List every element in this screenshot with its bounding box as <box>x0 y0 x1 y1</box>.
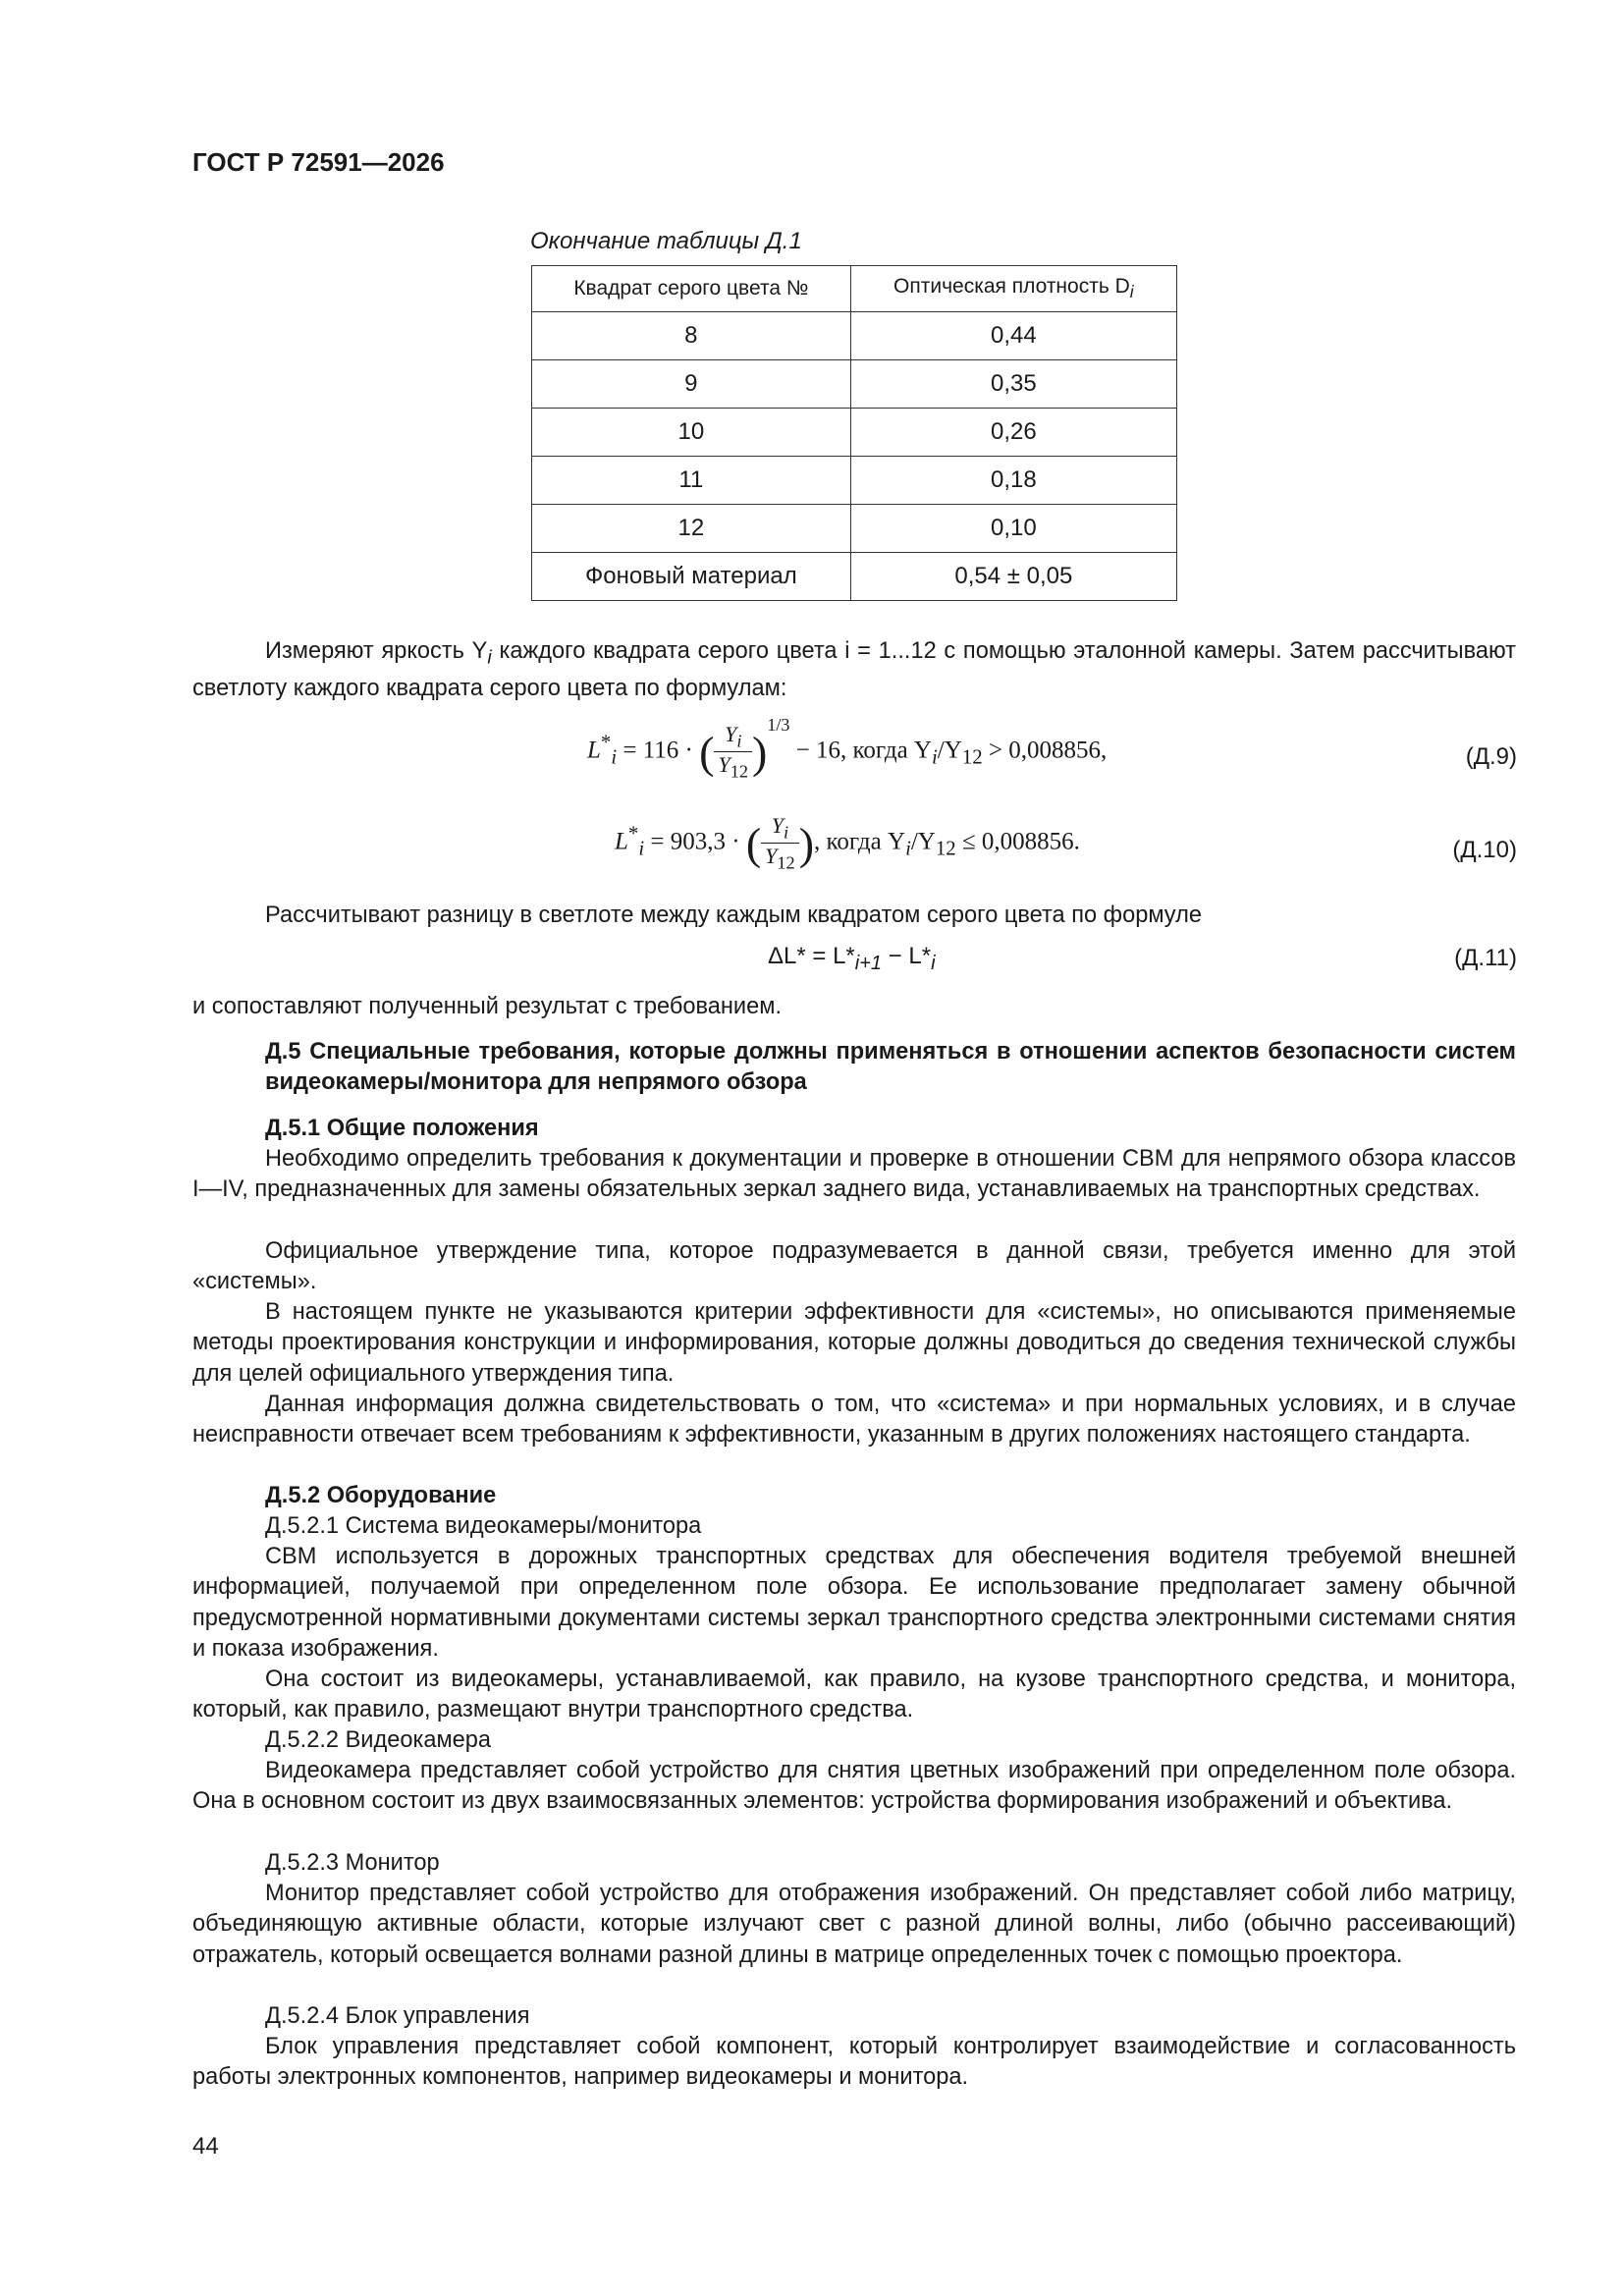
section-d52-title: Д.5.2 Оборудование <box>265 1483 497 1508</box>
table-header-square-number: Квадрат серого цвета № <box>532 266 851 312</box>
section-d51-title: Д.5.1 Общие положения <box>265 1116 539 1141</box>
d524-paragraph-1: Блок управления представляет собой компонент, который контролирует взаимодействие и согласованность работы электронных компонентов, например видеокамеры и монитора. <box>192 2034 1516 2091</box>
formula-d9-number: (Д.9) <box>1465 743 1517 770</box>
table-cell: 0,54 ± 0,05 <box>850 553 1176 601</box>
table-header-row <box>532 266 1177 312</box>
table-row <box>532 457 1177 505</box>
table-cell: 0,18 <box>850 457 1176 505</box>
table-row <box>532 360 1177 409</box>
table-row <box>532 505 1177 553</box>
section-d522-title: Д.5.2.2 Видеокамера <box>265 1727 492 1753</box>
table-cell: 9 <box>532 360 851 409</box>
section-d523-title: Д.5.2.3 Монитор <box>265 1850 440 1876</box>
formula-d11: $\Delta L* = L*_{i+1} - L*_i$ <box>768 943 936 974</box>
formula-d9: $L^*_i = 116$ · ( $\frac{Y_i}{Y_{12}}$ )$^{1/3}$ − 16, когда $Y_i/Y_{12} > 0,008856$, <box>587 715 1108 782</box>
d521-paragraph-2: Она состоит из видеокамеры, устанавливаемой, как правило, на кузове транспортного средства, и монитора, который, как правило, размещают внутри транспортного средства. <box>192 1667 1516 1723</box>
d51-paragraph-3: В настоящем пункте не указываются критерии эффективности для «системы», но описываются применяемые методы проектирования конструкции и информирования, которые должны доводиться до сведения технической службы для целей официального утверждения типа. <box>192 1299 1516 1387</box>
d51-paragraph-4: Данная информация должна свидетельствовать о том, что «система» и при нормальных условиях, и в случае неисправности отвечает всем требованиям к эффективности, указанным в других положениях настоящего стандарта. <box>192 1392 1516 1449</box>
table-cell: 8 <box>532 312 851 360</box>
d521-paragraph-1: СВМ используется в дорожных транспортных средствах для обеспечения водителя требуемой внешней информацией, получаемой при определенном поле обзора. Ее использование предполагает замену обычной предусмотренной нормативными документами системы зеркал транспортного средства электронными системами снятия и показа изображения. <box>192 1544 1516 1662</box>
table-row <box>532 553 1177 601</box>
d51-paragraph-1: Необходимо определить требования к документации и проверке в отношении СВМ для непрямого обзора классов I—IV, предназначенных для замены обязательных зеркал заднего вида, устанавливаемых на транспортных средствах. <box>192 1146 1516 1203</box>
page-number: 44 <box>192 2133 219 2159</box>
table-cell: 10 <box>532 409 851 457</box>
table-caption: Окончание таблицы Д.1 <box>530 228 802 254</box>
paragraph-compare: и сопоставляют полученный результат с требованием. <box>192 994 783 1019</box>
gray-squares-table <box>531 265 1177 601</box>
section-d5-title: Д.5 Специальные требования, которые должны применяться в отношении аспектов безопасности систем видеокамеры/монитора для непрямого обзора <box>265 1039 1516 1096</box>
table-cell: 12 <box>532 505 851 553</box>
d523-paragraph-1: Монитор представляет собой устройство для отображения изображений. Он представляет собой либо матрицу, объединяющую активные области, которые излучают свет с разной длиной волны, либо (обычно рассеивающий) отражатель, который освещается волнами разной длины в матрице определенных точек с помощью проектора. <box>192 1881 1516 1968</box>
table-row <box>532 312 1177 360</box>
d522-paragraph-1: Видеокамера представляет собой устройство для снятия цветных изображений при определенном поле обзора. Она в основном состоит из двух взаимосвязанных элементов: устройства формирования изображений и объектива. <box>192 1758 1516 1815</box>
paragraph-brightness: Измеряют яркость $Y_i$ каждого квадрата серого цвета i = 1...12 с помощью эталонной камеры. Затем рассчитывают светлоту каждого квадрата серого цвета по формулам: <box>192 638 1516 702</box>
table-cell: 0,35 <box>850 360 1176 409</box>
formula-d11-number: (Д.11) <box>1454 945 1517 971</box>
table-cell: 0,44 <box>850 312 1176 360</box>
table-row <box>532 409 1177 457</box>
document-header: ГОСТ Р 72591—2026 <box>192 147 445 177</box>
table-cell: 0,26 <box>850 409 1176 457</box>
formula-d10: $L^*_i = 903,3$ · ( $\frac{Y_i}{Y_{12}}$ ), когда $Y_i/Y_{12} \le 0,008856$. <box>615 813 1080 873</box>
table-header-optical-density: Оптическая плотность $D_i$ <box>850 266 1176 312</box>
section-d524-title: Д.5.2.4 Блок управления <box>265 2003 530 2029</box>
formula-d10-number: (Д.10) <box>1452 837 1517 863</box>
paragraph-difference: Рассчитывают разницу в светлоте между каждым квадратом серого цвета по формуле <box>265 902 1202 928</box>
table-cell: 0,10 <box>850 505 1176 553</box>
table-cell: 11 <box>532 457 851 505</box>
d51-paragraph-2: Официальное утверждение типа, которое подразумевается в данной связи, требуется именно для этой «системы». <box>192 1238 1516 1295</box>
section-d521-title: Д.5.2.1 Система видеокамеры/монитора <box>265 1513 702 1539</box>
table-cell: Фоновый материал <box>532 553 851 601</box>
